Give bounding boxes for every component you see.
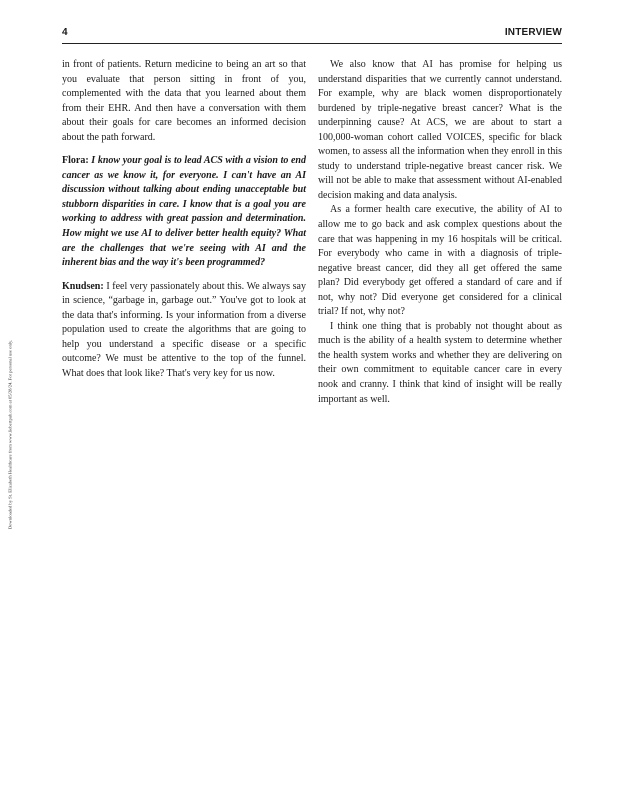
section-title: INTERVIEW [504,27,562,38]
running-header [62,27,562,43]
download-notice: Downloaded by St. Elizabeth Healthcare from www.liebertpub.com at 05/28/24. For personal use only. [7,339,13,530]
answer-text: I feel very passionately about this. We always say in science, “garbage in, garbage out.” You've got to look at the data that's informing. Is your information from a diverse population used to create the algorithms that are going to help you understand a specific disease or a specific outcome? We must be attentive to the top of the funnel. What does that look like? That's very key for us now. [62,280,306,379]
left-column [62,58,306,381]
paragraph-continuation: in front of patients. Return medicine to being an art so that you evaluate that person sitting in front of you, complemented with the data that you learned about them from their EHR. And then have a conversation with them about their goals for care becomes an informed decision about the path forward. [62,59,306,143]
header-rule [62,43,562,44]
paragraph-voices: We also know that AI has promise for helping us understand disparities that we currently cannot understand. For example, why are black women disproportionately burdened by triple-negative breast cancer? What is the underpinning cause? At ACS, we are about to start a 100,000-woman cohort called VOICES, specific for black women, to assess all the information when they enroll in this study to understand triple-negative breast cancer risk. We will not be able to make that assessment without AI-enabled decision making and data analysis. [318,59,562,201]
right-column [318,58,562,407]
question-paragraph [62,154,306,270]
paragraph-health-system: I think one thing that is probably not thought about as much is the ability of a health system to determine whether the health system works and whether they are delivering on their own commitment to equitable cancer care in every nook and cranny. I think that kind of insight will be really important as well. [318,320,562,405]
answer-speaker: Knudsen: [62,280,104,292]
paragraph-executive: As a former health care executive, the ability of AI to allow me to go back and ask complex questions about the care that was happening in my 16 hospitals will be critical. For everybody who came in with a diagnosis of triple-negative breast cancer, did they all get offered the same plan? Did everybody get offered a standard of care and if not, why not? Did everyone get considered for a clinical trial? If not, why not? [318,204,562,318]
page-number: 4 [62,27,68,38]
question-speaker: Flora: [62,155,89,167]
answer-paragraph [62,280,306,382]
question-text: I know your goal is to lead ACS with a vision to end cancer as we know it, for everyone. I can't have an AI discussion without talking about ending unacceptable but stubborn disparities in care. I know that is a goal you are working to address with great passion and determination. How might we use AI to deliver better health equity? What are the challenges that we're seeing with AI and the inherent bias and the way it's been programmed? [62,155,306,269]
